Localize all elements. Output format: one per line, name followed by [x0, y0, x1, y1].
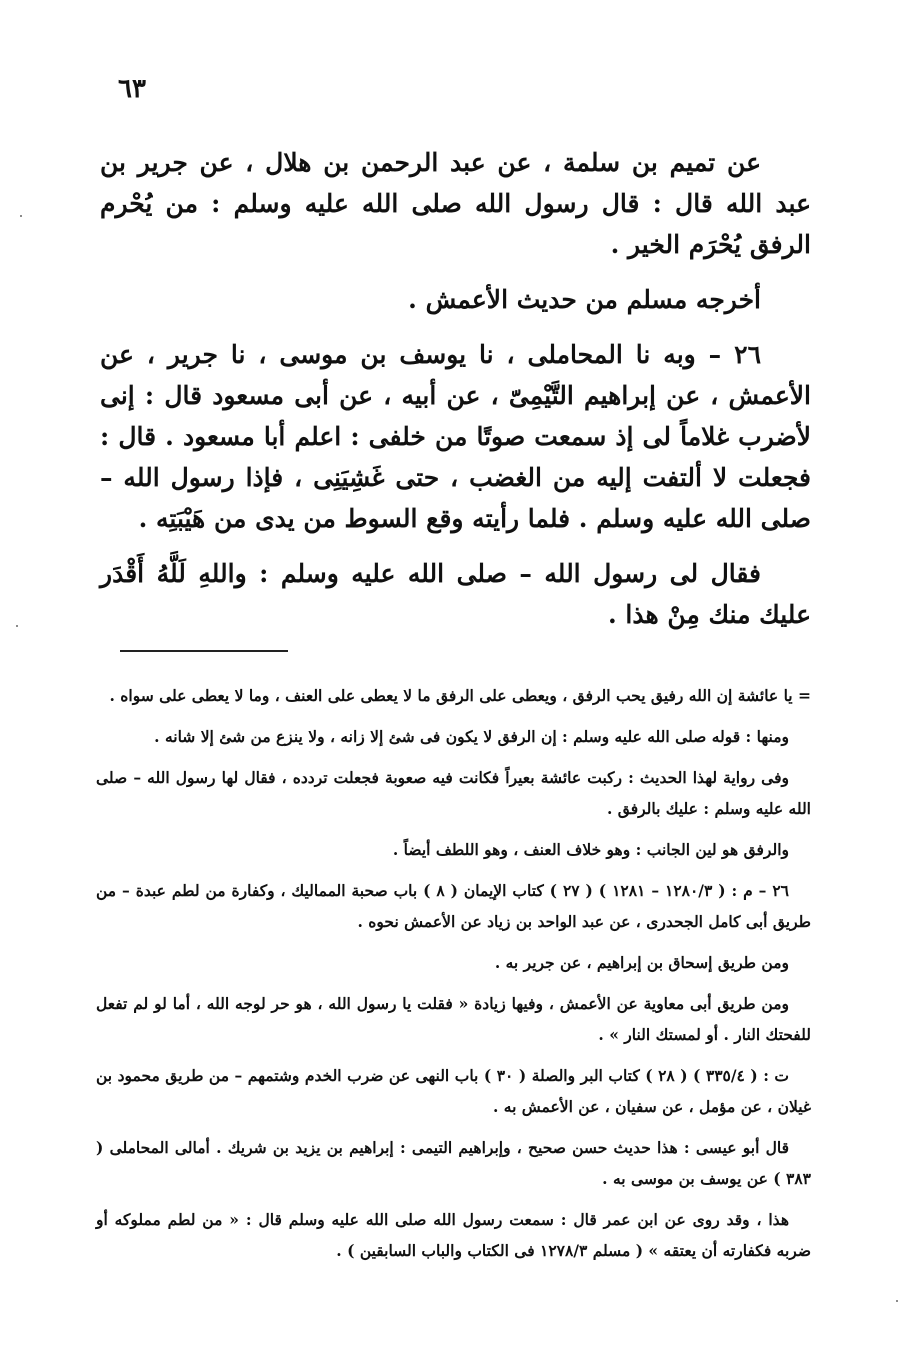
footnote-line-7: ومن طريق أبى معاوية عن الأعمش ، وفيها زيادة « فقلت يا رسول الله ، هو حر لوجه الله ، أما لو لم تفعل للفحتك النار . أو لمستك النار » .	[96, 994, 811, 1044]
footnote-line-10: هذا ، وقد روى عن ابن عمر قال : سمعت رسول الله صلى الله عليه وسلم قال : « من لطم مملوكه أو ضربه فكفارته أن يعتقه » ( مسلم ١٢٧٨/٣ فى الكتاب والباب السابقين ) .	[96, 1210, 811, 1260]
footnote-line-3: وفى رواية لهذا الحديث : ركبت عائشة بعيراً فكانت فيه صعوبة فجعلت تردده ، فقال لها رسول الله – صلى الله عليه وسلم : عليك بالرفق .	[96, 768, 811, 818]
footnote-line-2: ومنها : قوله صلى الله عليه وسلم : إن الرفق لا يكون فى شئ إلا زانه ، ولا ينزع من شئ إلا شانه .	[154, 727, 789, 746]
main-paragraph-1: عن تميم بن سلمة ، عن عبد الرحمن بن هلال ، عن جرير بن عبد الله قال : قال رسول الله صلى الله عليه وسلم : من يُحْرم الرفق يُحْرَم الخير .	[100, 148, 811, 259]
scan-speck	[896, 1300, 898, 1302]
hadith-26-paragraph: ٢٦ – وبه نا المحاملى ، نا يوسف بن موسى ، نا جرير ، عن الأعمش ، عن إبراهيم التَّيْمِىّ ، عن أبيه ، عن أبى مسعود قال : إنى لأضرب غلاماً لى إذ سمعت صوتًا من خلفى : اعلم أبا مسعود . قال : فجعلت لا ألتفت إليه من الغضب ، حتى غَشِيَنِى ، فإذا رسول الله – صلى الله عليه وسلم . فلما رأيته وقع السوط من يدى من هَيْبَتِه .	[100, 340, 811, 533]
scan-speck	[20, 215, 22, 217]
footnote-line-4: والرفق هو لين الجانب : وهو خلاف العنف ، وهو اللطف أيضاً .	[392, 840, 789, 859]
footnote-line-8: ت : ( ٣٣٥/٤ ) ( ٢٨ ) كتاب البر والصلة ( ٣٠ ) باب النهى عن ضرب الخدم وشتمهم – من طريق محمود بن غيلان ، عن مؤمل ، عن سفيان ، عن الأعمش به .	[96, 1066, 811, 1116]
footnote-line-1: = يا عائشة إن الله رفيق يحب الرفق ، ويعطى على الرفق ما لا يعطى على العنف ، وما لا يعطى على سواه .	[109, 686, 811, 705]
footnote-divider	[120, 650, 288, 652]
main-paragraph-4: فقال لى رسول الله – صلى الله عليه وسلم : واللهِ لَلَّهُ أَقْدَر عليك منك مِنْ هذا .	[100, 559, 811, 629]
footnotes	[96, 680, 811, 1276]
footnote-line-6: ومن طريق إسحاق بن إبراهيم ، عن جرير به .	[494, 953, 789, 972]
scan-speck	[16, 625, 18, 627]
footnote-26-reference: ٢٦ – م : ( ١٢٨٠/٣ – ١٢٨١ ) ( ٢٧ ) كتاب الإيمان ( ٨ ) باب صحبة المماليك ، وكفارة من لطم عبدة – من طريق أبى كامل الجحدرى ، عن عبد الواحد بن زياد عن الأعمش نحوه .	[96, 881, 811, 931]
page-number: ٦٣	[118, 74, 146, 104]
footnote-line-9: قال أبو عيسى : هذا حديث حسن صحيح ، وإبراهيم التيمى : إبراهيم بن يزيد بن شريك . أمالى المحاملى ( ٣٨٣ ) عن يوسف بن موسى به .	[96, 1138, 811, 1188]
main-text	[100, 142, 811, 649]
main-paragraph-2: أخرجه مسلم من حديث الأعمش .	[408, 285, 761, 314]
